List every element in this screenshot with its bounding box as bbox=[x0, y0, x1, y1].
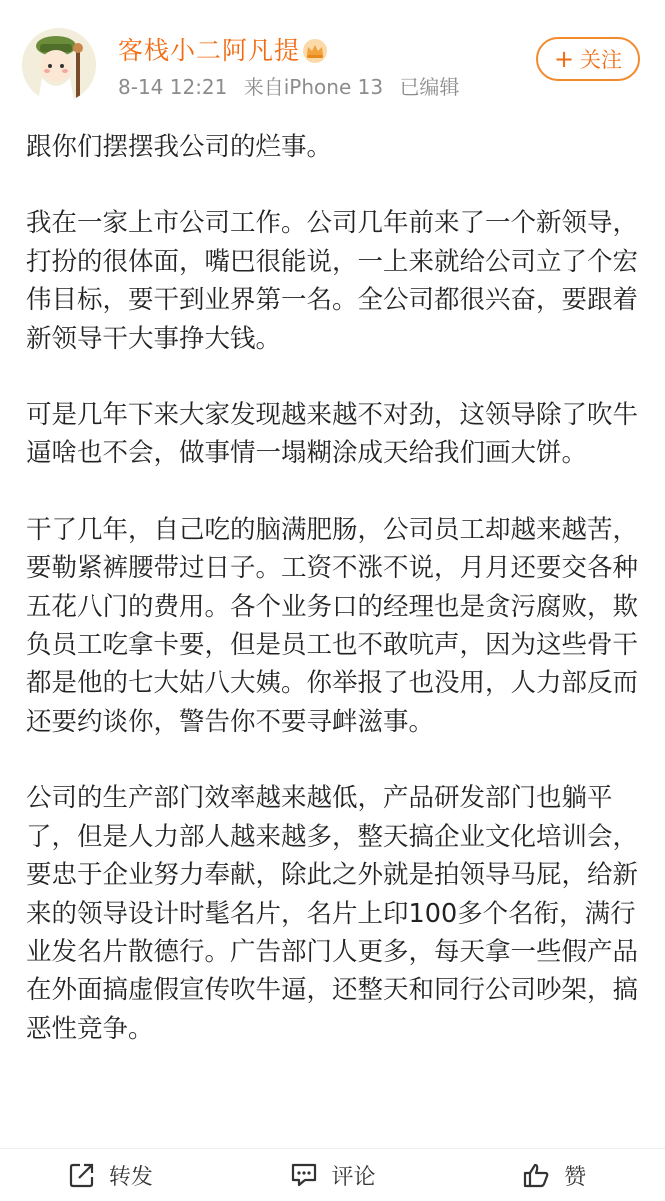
post-source: 来自iPhone 13 bbox=[243, 75, 384, 99]
comment-icon bbox=[290, 1162, 318, 1188]
post-paragraph: 可是几年下来大家发现越来越不对劲，这领导除了吹牛逼啥也不会，做事情一塌糊涂成天给我们画大饼。 bbox=[26, 400, 639, 469]
follow-button[interactable] bbox=[536, 37, 640, 81]
post-time: 8-14 12:21 bbox=[118, 75, 228, 99]
thumbs-up-icon bbox=[522, 1162, 550, 1188]
post-meta bbox=[118, 74, 469, 100]
crown-icon bbox=[302, 38, 328, 64]
avatar[interactable] bbox=[22, 28, 96, 102]
username[interactable]: 客栈小二阿凡提 bbox=[118, 36, 301, 65]
edited-label: 已编辑 bbox=[399, 75, 460, 99]
action-bar bbox=[0, 1148, 665, 1201]
repost-icon bbox=[69, 1162, 95, 1188]
post-body bbox=[26, 128, 644, 1086]
avatar-image bbox=[22, 28, 96, 102]
post-header bbox=[0, 0, 665, 110]
comment-button[interactable] bbox=[222, 1149, 444, 1201]
plus-icon: + bbox=[553, 45, 575, 73]
repost-button[interactable] bbox=[0, 1149, 222, 1201]
like-label: 赞 bbox=[564, 1164, 587, 1190]
post-paragraph: 我在一家上市公司工作。公司几年前来了一个新领导，打扮的很体面，嘴巴很能说，一上来就给公司立了个宏伟目标，要干到业界第一名。全公司都很兴奋，要跟着新领导干大事挣大钱。 bbox=[26, 208, 639, 354]
like-button[interactable] bbox=[443, 1149, 665, 1201]
post-paragraph: 跟你们摆摆我公司的烂事。 bbox=[26, 132, 333, 162]
comment-label: 评论 bbox=[331, 1164, 376, 1190]
follow-label: 关注 bbox=[580, 48, 623, 72]
post-paragraph: 公司的生产部门效率越来越低，产品研发部门也躺平了，但是人力部人越来越多，整天搞企业文化培训会，要忠于企业努力奉献，除此之外就是拍领导马屁，给新来的领导设计时髦名片，名片上印100多个名衔，满行业发名片散德行。广告部门人更多，每天拿一些假产品在外面搞虚假宣传吹牛逼，还整天和同行公司吵架，搞恶性竞争。 bbox=[26, 783, 639, 1044]
post-paragraph: 干了几年，自己吃的脑满肥肠，公司员工却越来越苦，要勒紧裤腰带过日子。工资不涨不说，月月还要交各种五花八门的费用。各个业务口的经理也是贪污腐败，欺负员工吃拿卡要，但是员工也不敢吭声，因为这些骨干都是他的七大姑八大姨。你举报了也没用，人力部反而还要约谈你，警告你不要寻衅滋事。 bbox=[26, 514, 639, 737]
repost-label: 转发 bbox=[108, 1164, 153, 1190]
